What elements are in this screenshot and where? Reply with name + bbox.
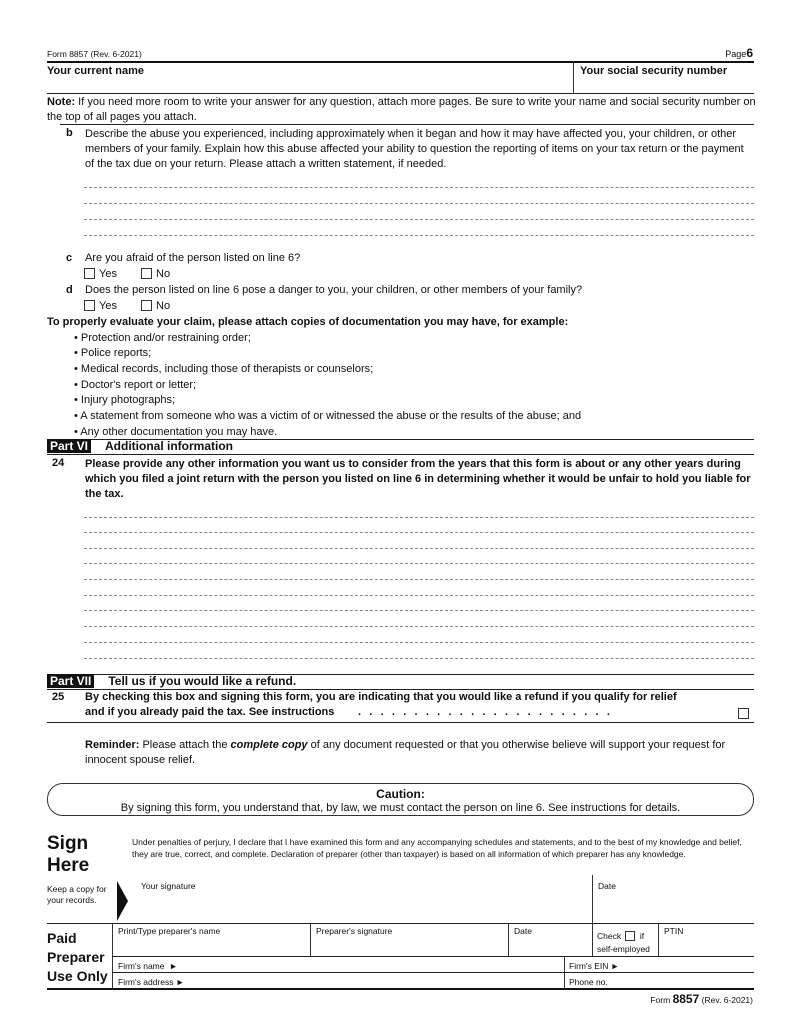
answer-line[interactable] [84, 517, 754, 518]
line-b-letter: b [66, 127, 73, 139]
page-num: 6 [746, 46, 753, 60]
note-text: If you need more room to write your answer for any question, attach more pages. Be sure to write your name and social security number on the top of all pages you attach. [47, 96, 756, 123]
d-yes-checkbox[interactable] [84, 300, 95, 311]
preparer-title: Paid [47, 930, 77, 946]
arrow-icon [117, 881, 129, 921]
refund-checkbox[interactable] [738, 708, 749, 719]
divider [60, 124, 754, 125]
phone-field[interactable]: Phone no. [569, 977, 608, 987]
line-25-number: 25 [52, 691, 65, 703]
here-title: Here [47, 855, 90, 876]
perjury-statement: Under penalties of perjury, I declare that I have examined this form and any accompanying schedules and statements, and to the best of my knowledge and belief, they are true, correct, and complete. Declaration of preparer (other than taxpayer) is based on all information of which preparer has any knowledge. [132, 837, 742, 859]
reminder [85, 738, 745, 768]
firm-ein-field[interactable]: Firm's EIN ► [569, 961, 620, 971]
ptin-field[interactable]: PTIN [664, 926, 684, 936]
docs-item: • A statement from someone who was a victim of or witnessed the abuse or the results of the abuse; and [74, 410, 582, 422]
divider [47, 722, 754, 723]
firm-address-field[interactable]: Firm's address ► [118, 977, 185, 987]
docs-heading: To properly evaluate your claim, please attach copies of documentation you may have, for example: [47, 316, 569, 328]
firm-name-field[interactable]: Firm's name ► [118, 961, 178, 971]
footer-revision: (Rev. 6-2021) [701, 995, 753, 1005]
preparer-title: Preparer [47, 949, 105, 965]
line-24-text: Please provide any other information you want us to consider from the years that this form is about or any other years during which you filed a joint return with the person you listed on line 6 in determining whether it would be unfair to hold you liable for the tax. [85, 458, 751, 500]
answer-line[interactable] [84, 548, 754, 549]
signature-field[interactable]: Your signature [141, 881, 196, 891]
page-label: Page [725, 49, 747, 59]
answer-line[interactable] [84, 235, 754, 236]
divider [658, 923, 659, 956]
reminder-label: Reminder: [85, 739, 140, 751]
docs-item: • Protection and/or restraining order; [74, 332, 251, 344]
sign-title: Sign [47, 833, 89, 854]
part6-title: Additional information [105, 439, 234, 453]
divider [47, 923, 754, 924]
answer-line[interactable] [84, 595, 754, 596]
preparer-date-field[interactable]: Date [514, 926, 532, 936]
form-id: Form 8857 (Rev. 6-2021) [47, 49, 142, 59]
note [47, 95, 757, 125]
c-no-label: No [156, 268, 171, 280]
divider [508, 923, 509, 956]
page-number [725, 46, 753, 60]
answer-line[interactable] [84, 642, 754, 643]
if-label: if [639, 931, 645, 941]
sign-here-title [47, 833, 89, 877]
keep-copy-note: Keep a copy for your records. [47, 884, 107, 905]
note-label: Note: [47, 96, 76, 108]
reminder-text: Please attach the [139, 739, 231, 751]
part7-title: Tell us if you would like a refund. [108, 674, 297, 688]
divider [47, 988, 754, 990]
preparer-signature-field[interactable]: Preparer's signature [316, 926, 393, 936]
footer [650, 992, 753, 1006]
self-employed-checkbox[interactable] [625, 931, 635, 941]
reminder-text: of any document requested or that you otherwise believe will support your request for innocent spouse relief. [85, 739, 726, 766]
docs-item: • Medical records, including those of therapists or counselors; [74, 363, 374, 375]
answer-line[interactable] [84, 658, 754, 659]
leader-dots: . . . . . . . . . . . . . . . . . . . . . . . [358, 706, 613, 718]
answer-line[interactable] [84, 203, 754, 204]
name-field[interactable]: Your current name [47, 65, 144, 77]
line-d-letter: d [66, 284, 73, 296]
c-yes-label: Yes [99, 268, 117, 280]
part7-label: Part VII [47, 674, 94, 688]
line-c-letter: c [66, 252, 73, 264]
line-25-text: By checking this box and signing this form, you are indicating that you would like a refund if you qualify for relief [85, 691, 677, 703]
self-employed-label: self-employed [597, 944, 650, 954]
answer-line[interactable] [84, 187, 754, 188]
d-yes-option[interactable] [84, 300, 117, 312]
line-d-text: Does the person listed on line 6 pose a danger to you, your children, or other members of your family? [85, 284, 583, 296]
preparer-name-field[interactable]: Print/Type preparer's name [118, 926, 221, 936]
divider [112, 956, 754, 957]
answer-line[interactable] [84, 532, 754, 533]
divider [47, 61, 754, 63]
divider [112, 972, 754, 973]
part6-label: Part VI [47, 439, 91, 453]
self-employed-check[interactable] [597, 930, 650, 956]
preparer-title: Use Only [47, 968, 108, 984]
ssn-field[interactable]: Your social security number [580, 65, 728, 77]
divider [47, 454, 754, 455]
caution-text: By signing this form, you understand that, by law, we must contact the person on line 6. See instructions for details. [120, 802, 681, 814]
part6-header [47, 439, 233, 455]
caution-box [47, 783, 754, 816]
divider [592, 923, 593, 956]
d-no-option[interactable] [141, 300, 170, 312]
line-24-number: 24 [52, 457, 65, 469]
c-no-option[interactable] [141, 268, 170, 280]
part7-header [47, 674, 296, 690]
d-no-checkbox[interactable] [141, 300, 152, 311]
docs-item: • Any other documentation you may have. [74, 426, 278, 438]
answer-line[interactable] [84, 563, 754, 564]
answer-line[interactable] [84, 579, 754, 580]
answer-line[interactable] [84, 610, 754, 611]
divider [47, 93, 754, 94]
footer-form-number: 8857 [672, 992, 700, 1006]
d-no-label: No [156, 300, 171, 312]
check-label: Check [597, 931, 622, 941]
divider [592, 875, 593, 923]
c-yes-checkbox[interactable] [84, 268, 95, 279]
answer-line[interactable] [84, 219, 754, 220]
caution-title: Caution: [376, 787, 425, 801]
answer-line[interactable] [84, 626, 754, 627]
docs-item: • Police reports; [74, 347, 152, 359]
divider [310, 923, 311, 956]
footer-form: Form [650, 995, 671, 1005]
line-c-text: Are you afraid of the person listed on line 6? [85, 252, 301, 264]
c-no-checkbox[interactable] [141, 268, 152, 279]
paid-preparer-title [47, 929, 108, 986]
docs-item: • Doctor's report or letter; [74, 379, 197, 391]
reminder-emphasis: complete copy [230, 739, 308, 751]
line-25-text: and if you already paid the tax. See instructions [85, 706, 335, 718]
d-yes-label: Yes [99, 300, 117, 312]
line-b-text: Describe the abuse you experienced, including approximately when it began and how it may have affected you, your children, or other members of your family. Explain how this abuse affected your ability to question the reporting of items on your tax return or the payment of the tax due on your return. Please attach a written statement, if needed. [85, 128, 744, 170]
c-yes-option[interactable] [84, 268, 117, 280]
sign-date-field[interactable]: Date [598, 881, 616, 891]
docs-item: • Injury photographs; [74, 394, 176, 406]
divider [573, 62, 574, 93]
divider [47, 689, 754, 690]
